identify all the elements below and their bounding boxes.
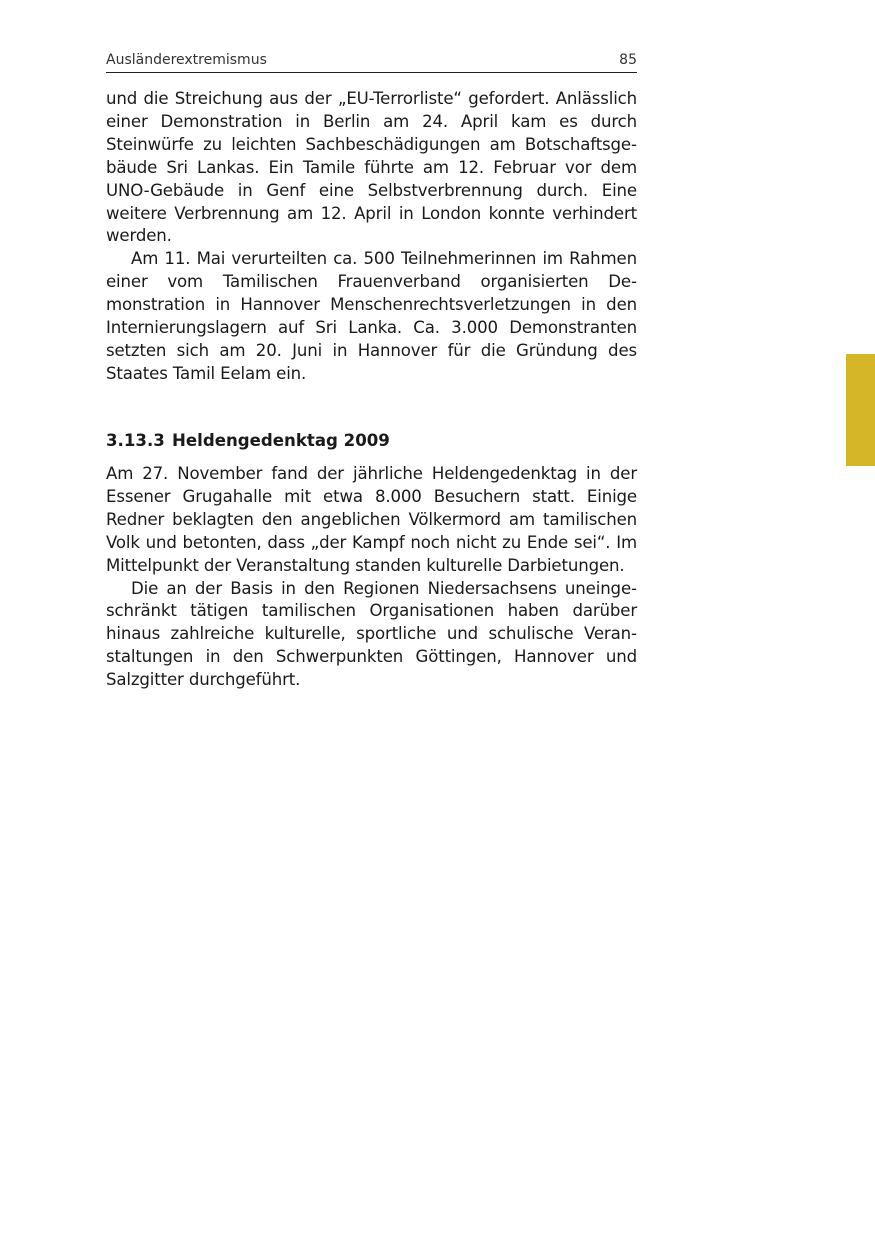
running-header: [106, 50, 637, 73]
body-text-block-1: [106, 88, 637, 386]
running-title: Ausländerextremismus: [106, 52, 267, 68]
paragraph: Am 11. Mai verurteilten ca. 500 Teilnehmerinnen im Rahmen einer vom Tamilischen Frauenverband organisierten Demonstration in Hannover Menschenrechtsverletzungen in den Internierungslagern auf Sri Lanka. Ca. 3.000 Demonstranten setzten sich am 20. Juni in Hannover für die Gründung des Staates Tamil Eelam ein.: [106, 249, 637, 383]
paragraph: und die Streichung aus der „EU-Terrorliste“ gefordert. Anlässlich einer Demonstration in Berlin am 24. April kam es durch Steinwürfe zu leichten Sachbeschädigungen am Botschaftsgebäude Sri Lankas. Ein Tamile führte am 12. Februar vor dem UNO-Gebäude in Genf eine Selbstverbrennung durch. Eine weitere Verbrennung am 12. April in London konnte verhindert werden.: [106, 89, 637, 246]
paragraph: Am 27. November fand der jährliche Heldengedenktag in der Essener Grugahalle mit etwa 8.000 Besuchern statt. Einige Redner beklagten den angeblichen Völkermord am tamilischen Volk und betonten, dass „der Kampf noch nicht zu Ende sei“. Im Mittelpunkt der Veranstaltung standen kulturelle Darbietungen.: [106, 464, 637, 575]
body-text-block-2: [106, 463, 637, 692]
section-number: 3.13.3: [106, 431, 165, 450]
section-heading: [106, 430, 637, 452]
chapter-thumb-tab: [846, 354, 875, 466]
paragraph: Die an der Basis in den Regionen Niedersachsens uneingeschränkt tätigen tamilischen Organisationen haben darüber hinaus zahlreiche kulturelle, sportliche und schulische Veranstaltungen in den Schwerpunkten Göttingen, Hannover und Salzgitter durchgeführt.: [106, 578, 637, 690]
page-number: 85: [619, 52, 637, 68]
section-title: Heldengedenktag 2009: [172, 431, 390, 450]
